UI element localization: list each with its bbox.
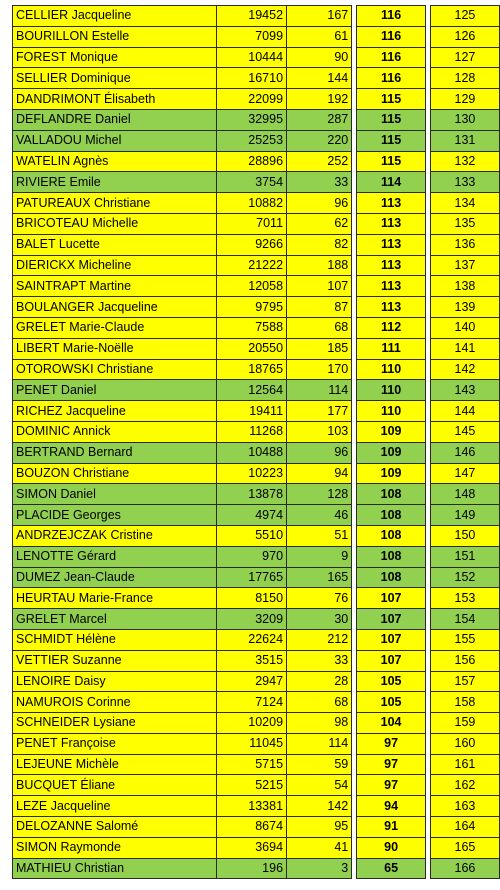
score-cell: 97 <box>357 775 426 796</box>
value-b-cell: 30 <box>287 609 352 630</box>
value-b-cell: 62 <box>287 213 352 234</box>
value-b-cell: 107 <box>287 276 352 297</box>
table-row <box>13 775 500 796</box>
table-row <box>13 151 500 172</box>
table-row <box>13 380 500 401</box>
rank-cell: 159 <box>430 713 499 734</box>
value-a-cell: 10223 <box>217 463 287 484</box>
score-cell: 107 <box>357 609 426 630</box>
table-row <box>13 421 500 442</box>
value-a-cell: 19411 <box>217 401 287 422</box>
value-a-cell: 12058 <box>217 276 287 297</box>
score-cell: 115 <box>357 109 426 130</box>
value-a-cell: 196 <box>217 858 287 879</box>
value-a-cell: 9266 <box>217 234 287 255</box>
rank-cell: 137 <box>430 255 499 276</box>
value-a-cell: 2947 <box>217 671 287 692</box>
name-cell: DUMEZ Jean-Claude <box>13 567 217 588</box>
table-row <box>13 484 500 505</box>
name-cell: DELOZANNE Salomé <box>13 817 217 838</box>
table-row <box>13 338 500 359</box>
score-cell: 97 <box>357 733 426 754</box>
name-cell: FOREST Monique <box>13 47 217 68</box>
score-cell: 115 <box>357 130 426 151</box>
value-a-cell: 4974 <box>217 505 287 526</box>
value-b-cell: 142 <box>287 796 352 817</box>
score-cell: 65 <box>357 858 426 879</box>
score-cell: 105 <box>357 692 426 713</box>
value-b-cell: 188 <box>287 255 352 276</box>
rank-cell: 164 <box>430 817 499 838</box>
value-a-cell: 5715 <box>217 754 287 775</box>
table-row <box>13 172 500 193</box>
value-b-cell: 114 <box>287 380 352 401</box>
name-cell: PATUREAUX Christiane <box>13 193 217 214</box>
value-a-cell: 11268 <box>217 421 287 442</box>
value-b-cell: 212 <box>287 629 352 650</box>
table-row <box>13 588 500 609</box>
score-cell: 108 <box>357 525 426 546</box>
value-a-cell: 970 <box>217 546 287 567</box>
value-b-cell: 82 <box>287 234 352 255</box>
name-cell: BUCQUET Éliane <box>13 775 217 796</box>
value-b-cell: 68 <box>287 692 352 713</box>
value-b-cell: 287 <box>287 109 352 130</box>
name-cell: LENOTTE Gérard <box>13 546 217 567</box>
name-cell: LIBERT Marie-Noëlle <box>13 338 217 359</box>
value-b-cell: 76 <box>287 588 352 609</box>
score-cell: 110 <box>357 380 426 401</box>
table-row <box>13 297 500 318</box>
value-b-cell: 170 <box>287 359 352 380</box>
value-a-cell: 3754 <box>217 172 287 193</box>
value-a-cell: 7011 <box>217 213 287 234</box>
table-row <box>13 109 500 130</box>
value-b-cell: 3 <box>287 858 352 879</box>
name-cell: GRELET Marie-Claude <box>13 317 217 338</box>
table-row <box>13 47 500 68</box>
name-cell: CELLIER Jacqueline <box>13 6 217 27</box>
value-a-cell: 13381 <box>217 796 287 817</box>
value-b-cell: 114 <box>287 733 352 754</box>
value-b-cell: 28 <box>287 671 352 692</box>
name-cell: SAINTRAPT Martine <box>13 276 217 297</box>
value-b-cell: 98 <box>287 713 352 734</box>
rank-cell: 156 <box>430 650 499 671</box>
score-cell: 114 <box>357 172 426 193</box>
ranking-table <box>12 5 500 879</box>
value-a-cell: 8674 <box>217 817 287 838</box>
table-row <box>13 193 500 214</box>
value-a-cell: 12564 <box>217 380 287 401</box>
score-cell: 110 <box>357 401 426 422</box>
score-cell: 109 <box>357 421 426 442</box>
value-b-cell: 46 <box>287 505 352 526</box>
score-cell: 107 <box>357 629 426 650</box>
table-row <box>13 6 500 27</box>
table-row <box>13 442 500 463</box>
value-b-cell: 220 <box>287 130 352 151</box>
value-b-cell: 128 <box>287 484 352 505</box>
name-cell: PENET Françoise <box>13 733 217 754</box>
score-cell: 115 <box>357 151 426 172</box>
table-row <box>13 650 500 671</box>
name-cell: WATELIN Agnès <box>13 151 217 172</box>
value-a-cell: 18765 <box>217 359 287 380</box>
value-a-cell: 7124 <box>217 692 287 713</box>
score-cell: 111 <box>357 338 426 359</box>
name-cell: PENET Daniel <box>13 380 217 401</box>
value-a-cell: 22099 <box>217 89 287 110</box>
table-row <box>13 234 500 255</box>
value-b-cell: 96 <box>287 442 352 463</box>
rank-cell: 166 <box>430 858 499 879</box>
name-cell: BOUZON Christiane <box>13 463 217 484</box>
name-cell: GRELET Marcel <box>13 609 217 630</box>
table-row <box>13 713 500 734</box>
score-cell: 104 <box>357 713 426 734</box>
rank-cell: 131 <box>430 130 499 151</box>
rank-cell: 130 <box>430 109 499 130</box>
value-a-cell: 9795 <box>217 297 287 318</box>
name-cell: BOURILLON Estelle <box>13 26 217 47</box>
value-b-cell: 33 <box>287 650 352 671</box>
rank-cell: 134 <box>430 193 499 214</box>
score-cell: 112 <box>357 317 426 338</box>
score-cell: 108 <box>357 505 426 526</box>
rank-cell: 146 <box>430 442 499 463</box>
table-row <box>13 317 500 338</box>
name-cell: DANDRIMONT Élisabeth <box>13 89 217 110</box>
score-cell: 116 <box>357 6 426 27</box>
name-cell: VALLADOU Michel <box>13 130 217 151</box>
rank-cell: 163 <box>430 796 499 817</box>
name-cell: LEJEUNE Michèle <box>13 754 217 775</box>
rank-cell: 141 <box>430 338 499 359</box>
table-row <box>13 26 500 47</box>
rank-cell: 125 <box>430 6 499 27</box>
name-cell: BOULANGER Jacqueline <box>13 297 217 318</box>
rank-cell: 160 <box>430 733 499 754</box>
rank-cell: 165 <box>430 837 499 858</box>
value-a-cell: 10209 <box>217 713 287 734</box>
rank-cell: 139 <box>430 297 499 318</box>
rank-cell: 158 <box>430 692 499 713</box>
rank-cell: 140 <box>430 317 499 338</box>
rank-cell: 148 <box>430 484 499 505</box>
score-cell: 110 <box>357 359 426 380</box>
value-a-cell: 10488 <box>217 442 287 463</box>
name-cell: SIMON Daniel <box>13 484 217 505</box>
rank-cell: 143 <box>430 380 499 401</box>
score-cell: 113 <box>357 276 426 297</box>
rank-cell: 142 <box>430 359 499 380</box>
value-b-cell: 94 <box>287 463 352 484</box>
rank-cell: 150 <box>430 525 499 546</box>
value-b-cell: 167 <box>287 6 352 27</box>
score-cell: 113 <box>357 193 426 214</box>
score-cell: 107 <box>357 588 426 609</box>
rank-cell: 157 <box>430 671 499 692</box>
value-b-cell: 96 <box>287 193 352 214</box>
value-a-cell: 22624 <box>217 629 287 650</box>
value-a-cell: 13878 <box>217 484 287 505</box>
name-cell: SCHNEIDER Lysiane <box>13 713 217 734</box>
value-a-cell: 16710 <box>217 68 287 89</box>
table-row <box>13 692 500 713</box>
table-row <box>13 858 500 879</box>
value-b-cell: 192 <box>287 89 352 110</box>
score-cell: 116 <box>357 26 426 47</box>
value-b-cell: 61 <box>287 26 352 47</box>
rank-cell: 135 <box>430 213 499 234</box>
table-row <box>13 276 500 297</box>
score-cell: 116 <box>357 68 426 89</box>
value-a-cell: 3694 <box>217 837 287 858</box>
table-row <box>13 567 500 588</box>
rank-cell: 133 <box>430 172 499 193</box>
rank-cell: 161 <box>430 754 499 775</box>
table-row <box>13 359 500 380</box>
value-b-cell: 95 <box>287 817 352 838</box>
score-cell: 113 <box>357 255 426 276</box>
score-cell: 109 <box>357 442 426 463</box>
name-cell: SIMON Raymonde <box>13 837 217 858</box>
table-row <box>13 213 500 234</box>
value-b-cell: 90 <box>287 47 352 68</box>
rank-cell: 149 <box>430 505 499 526</box>
value-a-cell: 10444 <box>217 47 287 68</box>
rank-cell: 132 <box>430 151 499 172</box>
value-a-cell: 11045 <box>217 733 287 754</box>
table-row <box>13 525 500 546</box>
rank-cell: 136 <box>430 234 499 255</box>
score-cell: 113 <box>357 297 426 318</box>
rank-cell: 128 <box>430 68 499 89</box>
score-cell: 108 <box>357 546 426 567</box>
rank-cell: 127 <box>430 47 499 68</box>
value-a-cell: 5215 <box>217 775 287 796</box>
rank-cell: 144 <box>430 401 499 422</box>
name-cell: LENOIRE Daisy <box>13 671 217 692</box>
name-cell: DOMINIC Annick <box>13 421 217 442</box>
value-a-cell: 28896 <box>217 151 287 172</box>
rank-cell: 147 <box>430 463 499 484</box>
table-row <box>13 796 500 817</box>
name-cell: BRICOTEAU Michelle <box>13 213 217 234</box>
score-cell: 97 <box>357 754 426 775</box>
value-a-cell: 20550 <box>217 338 287 359</box>
table-row <box>13 89 500 110</box>
table-row <box>13 68 500 89</box>
name-cell: MATHIEU Christian <box>13 858 217 879</box>
name-cell: OTOROWSKI Christiane <box>13 359 217 380</box>
name-cell: RICHEZ Jacqueline <box>13 401 217 422</box>
value-b-cell: 144 <box>287 68 352 89</box>
table-row <box>13 837 500 858</box>
table-row <box>13 609 500 630</box>
ranking-table-body <box>13 6 500 879</box>
value-b-cell: 103 <box>287 421 352 442</box>
value-a-cell: 21222 <box>217 255 287 276</box>
rank-cell: 126 <box>430 26 499 47</box>
score-cell: 108 <box>357 567 426 588</box>
score-cell: 109 <box>357 463 426 484</box>
name-cell: BALET Lucette <box>13 234 217 255</box>
rank-cell: 162 <box>430 775 499 796</box>
value-a-cell: 10882 <box>217 193 287 214</box>
table-row <box>13 401 500 422</box>
value-a-cell: 3515 <box>217 650 287 671</box>
name-cell: RIVIERE Emile <box>13 172 217 193</box>
name-cell: HEURTAU Marie-France <box>13 588 217 609</box>
value-b-cell: 51 <box>287 525 352 546</box>
score-cell: 105 <box>357 671 426 692</box>
value-b-cell: 41 <box>287 837 352 858</box>
rank-cell: 155 <box>430 629 499 650</box>
value-b-cell: 185 <box>287 338 352 359</box>
table-row <box>13 505 500 526</box>
name-cell: PLACIDE Georges <box>13 505 217 526</box>
value-b-cell: 59 <box>287 754 352 775</box>
name-cell: SELLIER Dominique <box>13 68 217 89</box>
score-cell: 94 <box>357 796 426 817</box>
score-cell: 91 <box>357 817 426 838</box>
value-a-cell: 3209 <box>217 609 287 630</box>
name-cell: DEFLANDRE Daniel <box>13 109 217 130</box>
value-a-cell: 32995 <box>217 109 287 130</box>
rank-cell: 153 <box>430 588 499 609</box>
value-b-cell: 54 <box>287 775 352 796</box>
rank-cell: 151 <box>430 546 499 567</box>
table-row <box>13 817 500 838</box>
name-cell: VETTIER Suzanne <box>13 650 217 671</box>
rank-cell: 145 <box>430 421 499 442</box>
value-b-cell: 252 <box>287 151 352 172</box>
value-b-cell: 9 <box>287 546 352 567</box>
name-cell: NAMUROIS Corinne <box>13 692 217 713</box>
score-cell: 115 <box>357 89 426 110</box>
score-cell: 107 <box>357 650 426 671</box>
score-cell: 113 <box>357 234 426 255</box>
score-cell: 113 <box>357 213 426 234</box>
table-row <box>13 546 500 567</box>
value-a-cell: 19452 <box>217 6 287 27</box>
table-row <box>13 130 500 151</box>
table-row <box>13 463 500 484</box>
value-a-cell: 5510 <box>217 525 287 546</box>
value-a-cell: 7099 <box>217 26 287 47</box>
value-b-cell: 68 <box>287 317 352 338</box>
value-b-cell: 177 <box>287 401 352 422</box>
value-a-cell: 25253 <box>217 130 287 151</box>
value-b-cell: 87 <box>287 297 352 318</box>
rank-cell: 154 <box>430 609 499 630</box>
score-cell: 108 <box>357 484 426 505</box>
score-cell: 90 <box>357 837 426 858</box>
table-row <box>13 671 500 692</box>
value-a-cell: 7588 <box>217 317 287 338</box>
rank-cell: 138 <box>430 276 499 297</box>
value-b-cell: 165 <box>287 567 352 588</box>
table-row <box>13 754 500 775</box>
value-a-cell: 17765 <box>217 567 287 588</box>
table-row <box>13 255 500 276</box>
name-cell: BERTRAND Bernard <box>13 442 217 463</box>
rank-cell: 152 <box>430 567 499 588</box>
name-cell: SCHMIDT Hélène <box>13 629 217 650</box>
table-row <box>13 733 500 754</box>
table-row <box>13 629 500 650</box>
score-cell: 116 <box>357 47 426 68</box>
rank-cell: 129 <box>430 89 499 110</box>
name-cell: ANDRZEJCZAK Cristine <box>13 525 217 546</box>
value-b-cell: 33 <box>287 172 352 193</box>
name-cell: LEZE Jacqueline <box>13 796 217 817</box>
value-a-cell: 8150 <box>217 588 287 609</box>
name-cell: DIERICKX Micheline <box>13 255 217 276</box>
